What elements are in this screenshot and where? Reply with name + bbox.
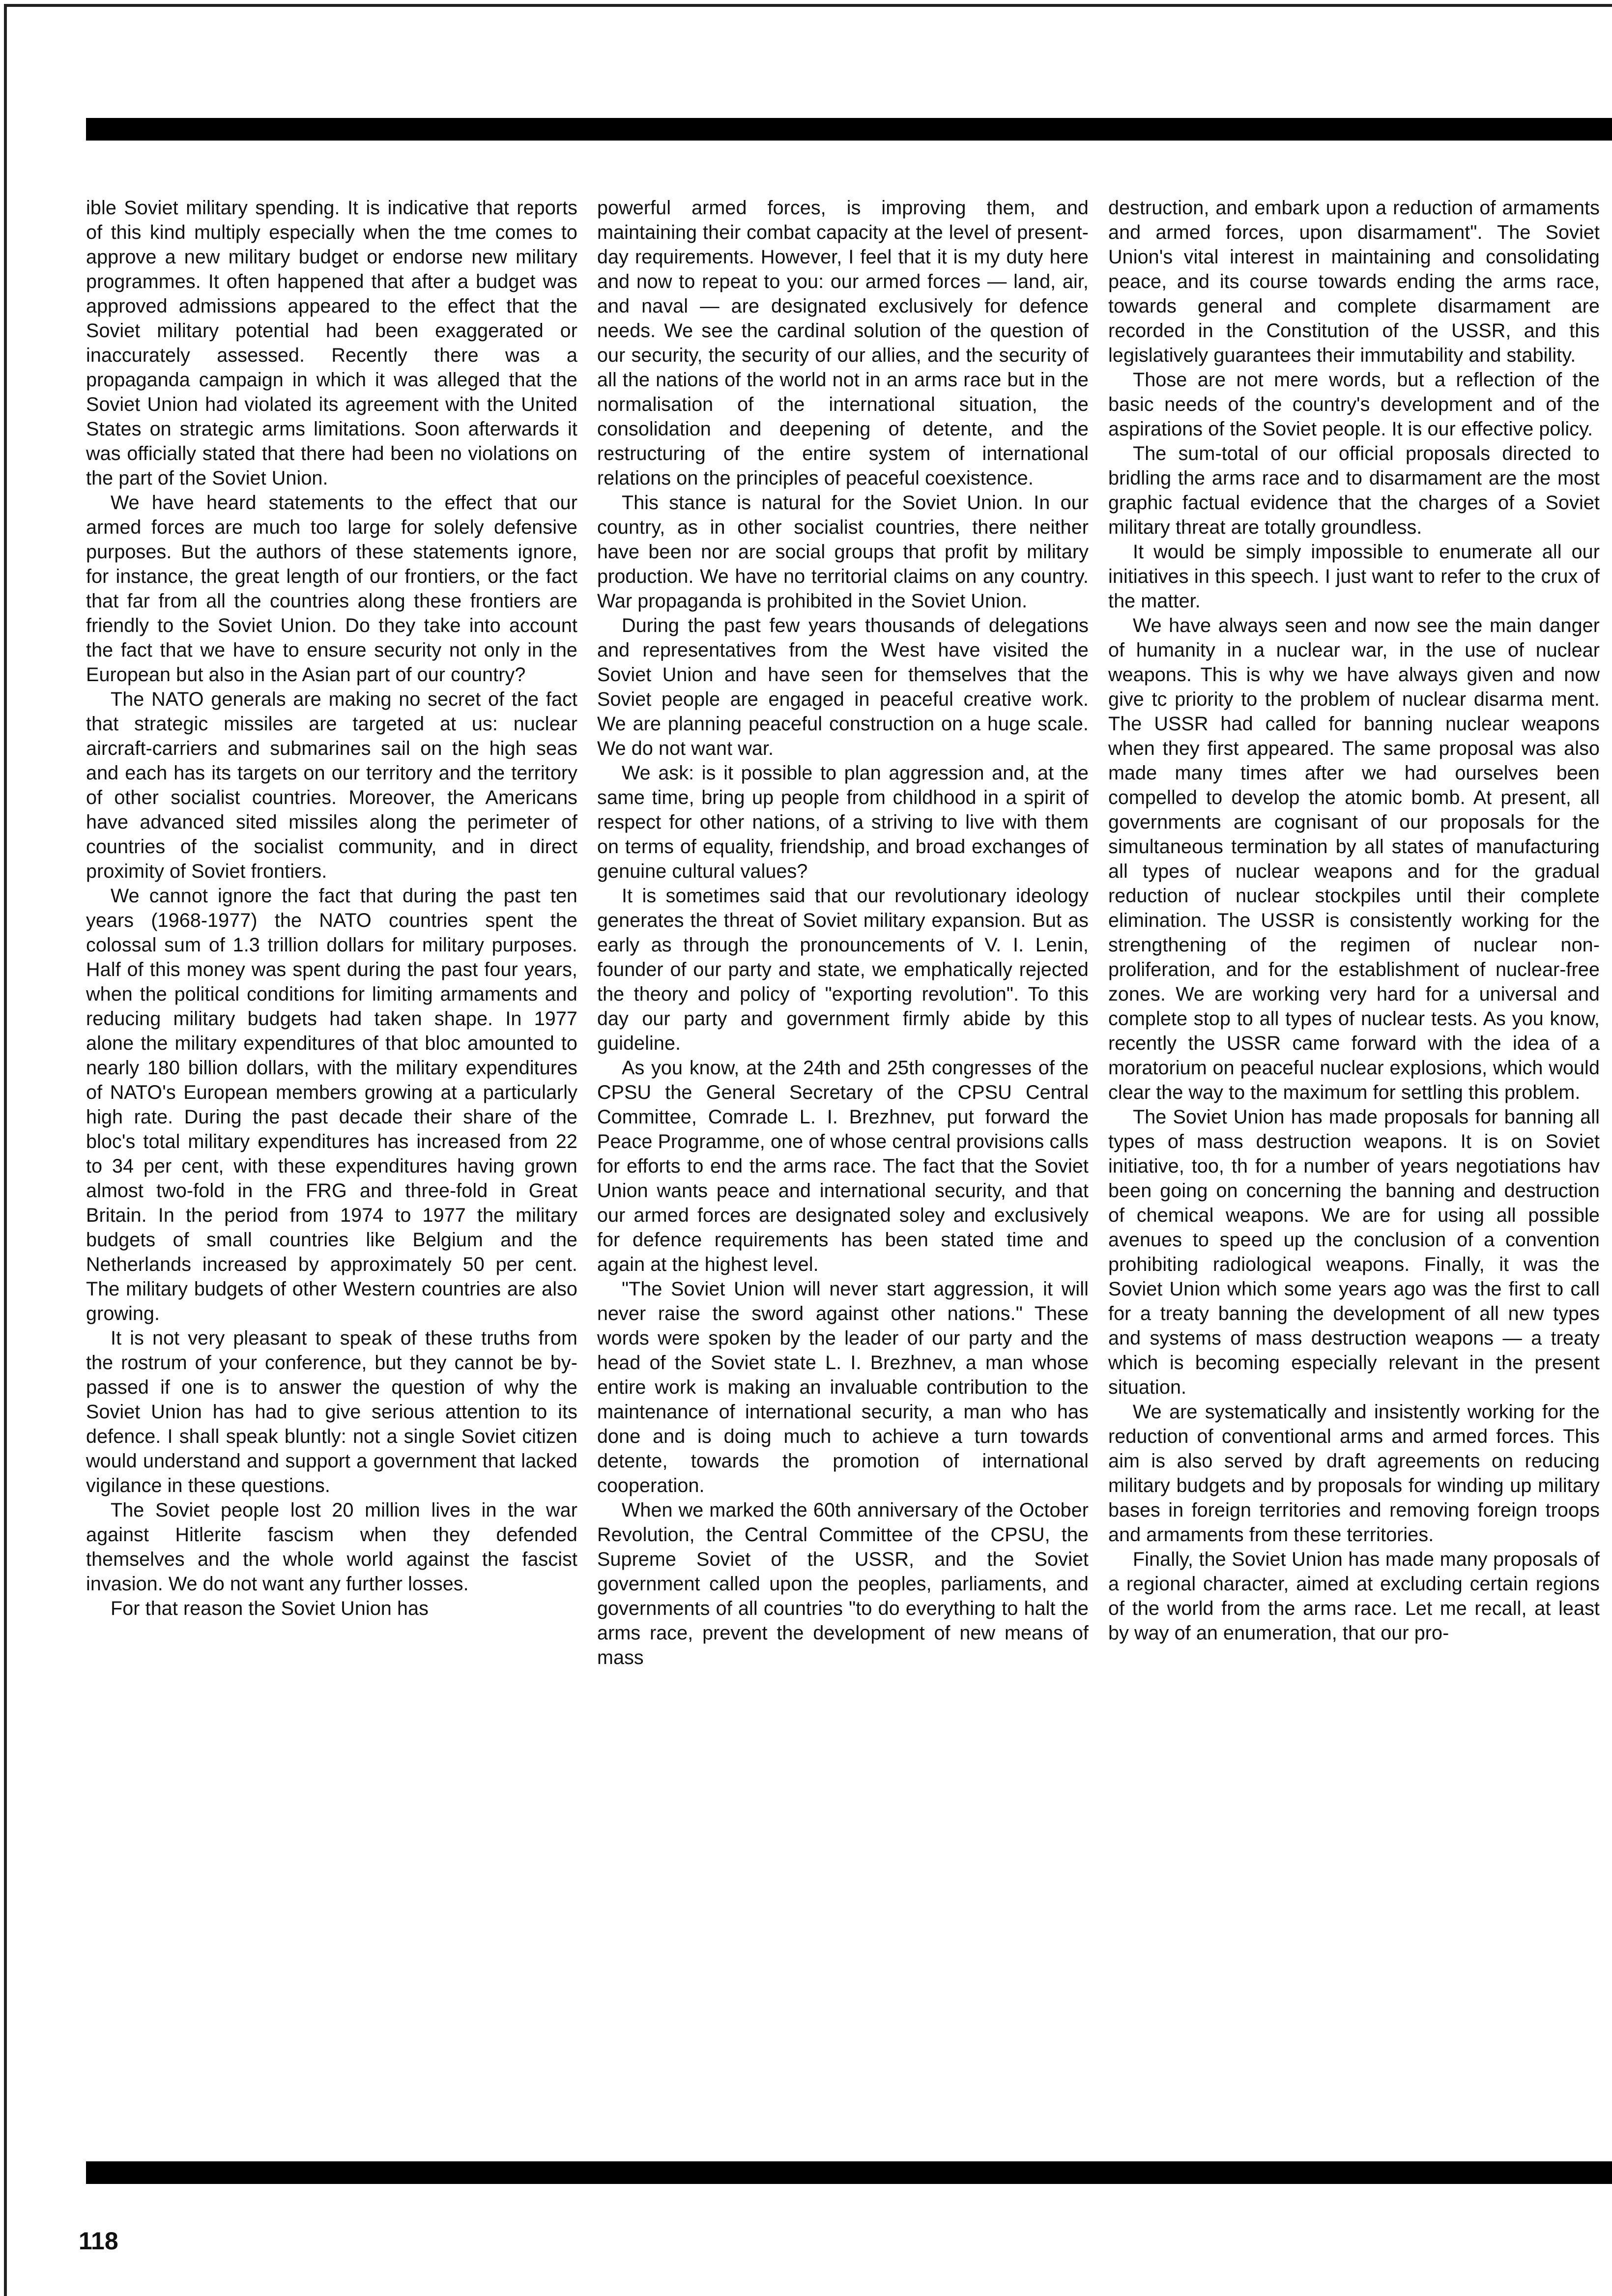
top-rule <box>86 118 1612 141</box>
paragraph: For that reason the Soviet Union has <box>111 1598 429 1619</box>
paragraph: It would be simply impossible to enumerate all our initiatives in this speech. I just want to refer to the crux of the matter. <box>1108 541 1600 612</box>
paragraph: As you know, at the 24th and 25th congresses of the CPSU the General Secretary of the CPSU Central Committee, Comrade L. I. Brezhnev, put forward the Peace Programme, one of whose central provisions calls for efforts to end the arms race. The fact that the Soviet Union wants peace and international security, and that our armed forces are designated soley and exclusively for defence requirements has been stated time and again at the highest level. <box>597 1057 1089 1275</box>
body-text <box>86 196 1600 2122</box>
paragraph: It is sometimes said that our revolutionary ideology generates the threat of Soviet military expansion. But as early as through the pronouncements of V. I. Lenin, founder of our party and state, we emphatically rejected the theory and policy of "exporting revolution". To this day our party and government firmly abide by this guideline. <box>597 885 1089 1054</box>
paragraph: The sum-total of our official proposals directed to bridling the arms race and to disarmament are the most graphic factual evidence that the charges of a Soviet military threat are totally groundless. <box>1108 443 1600 538</box>
paragraph: During the past few years thousands of delegations and representatives from the West have visited the Soviet Union and have seen for themselves that the Soviet people are engaged in peaceful creative work. We are planning peaceful construction on a huge scale. We do not want war. <box>597 615 1089 759</box>
paragraph: When we marked the 60th anniversary of the October Revolution, the Central Committee of the CPSU, the Supreme Soviet of the USSR, and the Soviet government called upon the peoples, parliaments, and governments of all countries "to do everything to halt the arms race, prevent the development of new means of mass <box>597 1499 1089 1668</box>
paragraph: ible Soviet military spending. It is indicative that reports of this kind multiply especially when the tme comes to approve a new military budget or endorse new military programmes. It often happened that after a budget was approved admissions appeared to the effect that the Soviet military potential had been exaggerated or inaccurately assessed. Recently there was a propaganda campaign in which it was alleged that the Soviet Union had violated its agreement with the United States on strategic arms limitations. Soon afterwards it was officially stated that there had been no violations on the part of the Soviet Union. <box>86 197 577 489</box>
page-number: 118 <box>79 2227 118 2255</box>
paragraph: We ask: is it possible to plan aggression and, at the same time, bring up people from childhood in a spirit of respect for other nations, of a striving to live with them on terms of equality, friendship, and broad exchanges of genuine cultural values? <box>597 762 1089 882</box>
bottom-rule <box>86 2161 1612 2184</box>
paragraph: destruction, and embark upon a reduction of armaments and armed forces, upon disarmament". The Soviet Union's vital interest in maintaining and consolidating peace, and its course towards ending the arms race, towards general and complete disarmament are recorded in the Constitution of the USSR, and this legislatively guarantees their immutability and stability. <box>1108 197 1600 366</box>
paragraph: Those are not mere words, but a reflection of the basic needs of the country's development and of the aspirations of the Soviet people. It is our effective policy. <box>1108 369 1600 440</box>
paragraph: We have always seen and now see the main danger of humanity in a nuclear war, in the use of nuclear weapons. This is why we have always given and now give tc priority to the problem of nuclear disarma ment. The USSR had called for banning nuclear weapons when they first appeared. The same proposal was also made many times after we had ourselves been compelled to develop the atomic bomb. At present, all governments are cognisant of our proposals for the simultaneous termination by all states of manufacturing all types of nuclear weapons and for the gradual reduction of nuclear stockpiles until their complete elimination. The USSR is consistently working for the strengthening of the regimen of nuclear non-proliferation, and for the establishment of nuclear-free zones. We are working very hard for a universal and complete stop to all types of nuclear tests. As you know, recently the USSR came forward with the idea of a moratorium on peaceful nuclear explosions, which would clear the way to the maximum for settling this problem. <box>1108 615 1600 1103</box>
paragraph: The Soviet Union has made proposals for banning all types of mass destruction weapons. It is on Soviet initiative, too, th for a number of years negotiations hav been going on concerning the banning and destruction of chemical weapons. We are for using all possible avenues to speed up the conclusion of a convention prohibiting radiological weapons. Finally, it was the Soviet Union which some years ago was the first to call for a treaty banning the development of all new types and systems of mass destruction weapons — a treaty which is becoming especially relevant in the present situation. <box>1108 1106 1600 1398</box>
paragraph: powerful armed forces, is improving them, and maintaining their combat capacity at the level of present-day requirements. However, I feel that it is my duty here and now to repeat to you: our armed forces — land, air, and naval — are designated exclusively for defence needs. We see the cardinal solution of the question of our security, the security of our allies, and the security of all the nations of the world not in an arms race but in the normalisation of the international situation, the consolidation and deepening of detente, and the restructuring of the entire system of international relations on the principles of peaceful coexistence. <box>597 197 1089 489</box>
paragraph: We cannot ignore the fact that during the past ten years (1968-1977) the NATO countries spent the colossal sum of 1.3 trillion dollars for military purposes. Half of this money was spent during the past four years, when the political conditions for limiting armaments and reducing military budgets had taken shape. In 1977 alone the military expenditures of that bloc amounted to nearly 180 billion dollars, with the military expenditures of NATO's European members growing at a particularly high rate. During the past decade their share of the bloc's total military expenditures has increased from 22 to 34 per cent, with these expenditures having grown almost two-fold in the FRG and three-fold in Great Britain. In the period from 1974 to 1977 the military budgets of small countries like Belgium and the Netherlands increased by approximately 50 per cent. The military budgets of other Western countries are also growing. <box>86 885 577 1324</box>
paragraph: It is not very pleasant to speak of these truths from the rostrum of your conference, but they cannot be by-passed if one is to answer the question of why the Soviet Union has had to give serious attention to its defence. I shall speak bluntly: not a single Soviet citizen would understand and support a government that lacked vigilance in these questions. <box>86 1327 577 1496</box>
paragraph: We have heard statements to the effect that our armed forces are much too large for solely defensive purposes. But the authors of these statements ignore, for instance, the great length of our frontiers, or the fact that far from all the countries along these frontiers are friendly to the Soviet Union. Do they take into account the fact that we have to ensure security not only in the European but also in the Asian part of our country? <box>86 492 577 686</box>
paragraph: This stance is natural for the Soviet Union. In our country, as in other socialist countries, there neither have been nor are social groups that profit by military production. We have no territorial claims on any country. War propaganda is prohibited in the Soviet Union. <box>597 492 1089 612</box>
column-1 <box>86 196 577 2122</box>
paragraph: The NATO generals are making no secret of the fact that strategic missiles are targeted at us: nuclear aircraft-carriers and submarines sail on the high seas and each has its targets on our territory and the territory of other socialist countries. Moreover, the Americans have advanced sited missiles along the perimeter of countries of the socialist community, and in direct proximity of Soviet frontiers. <box>86 689 577 882</box>
paragraph: "The Soviet Union will never start aggression, it will never raise the sword against other nations." These words were spoken by the leader of our party and the head of the Soviet state L. I. Brezhnev, a man whose entire work is making an invaluable contribution to the maintenance of international security, a man who has done and is doing much to achieve a turn towards detente, towards the promotion of international cooperation. <box>597 1278 1089 1496</box>
paragraph: Finally, the Soviet Union has made many proposals of a regional character, aimed at excluding certain regions of the world from the arms race. Let me recall, at least by way of an enumeration, that our pro- <box>1108 1549 1600 1644</box>
column-2 <box>597 196 1089 2122</box>
paragraph: The Soviet people lost 20 million lives in the war against Hitlerite fascism when they defended themselves and the whole world against the fascist invasion. We do not want any further losses. <box>86 1499 577 1595</box>
paragraph: We are systematically and insistently working for the reduction of conventional arms and armed forces. This aim is also served by draft agreements on reducing military budgets and by proposals for winding up military bases in foreign territories and removing foreign troops and armaments from these territories. <box>1108 1401 1600 1546</box>
column-3 <box>1108 196 1600 2122</box>
